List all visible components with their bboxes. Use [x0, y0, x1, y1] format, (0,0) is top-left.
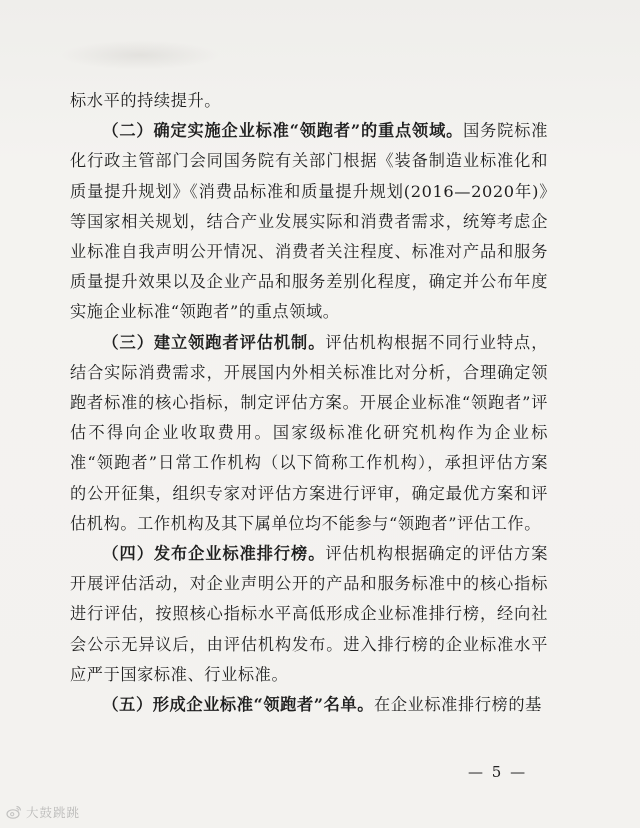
- weibo-logo-icon: [6, 804, 22, 820]
- scan-smudge: [60, 40, 220, 70]
- page-number: — 5 —: [468, 763, 528, 781]
- paragraph-2: [70, 116, 548, 327]
- paragraph-2-heading: （二）确定实施企业标准“领跑者”的重点领域。: [102, 121, 464, 141]
- paragraph-4-heading: （四）发布企业标准排行榜。: [102, 544, 326, 564]
- document-body: [70, 86, 548, 720]
- paragraph-1: [70, 86, 548, 116]
- paragraph-4: [70, 539, 548, 690]
- paragraph-4-text: 评估机构根据确定的评估方案开展评估活动，对企业声明公开的产品和服务标准中的核心指标进行评估，按照核心指标水平高低形成企业标准排行榜，经向社会公示无异议后，由评估机构发布。进入排行榜的企业标准水平应严于国家标准、行业标准。: [70, 544, 548, 684]
- watermark-text: 大鼓跳跳: [26, 805, 81, 820]
- paragraph-3-heading: （三）建立领跑者评估机制。: [102, 332, 326, 352]
- paragraph-5-heading: （五）形成企业标准“领跑者”名单。: [102, 695, 375, 715]
- paragraph-5-text: 在企业标准排行榜的基: [374, 695, 542, 715]
- paragraph-2-text: 国务院标准化行政主管部门会同国务院有关部门根据《装备制造业标准化和质量提升规划》《消费品标准和质量提升规划(2016—2020年)》等国家相关规划，结合产业发展实际和消费者需求，统筹考虑企业标准自我声明公开情况、消费者关注程度、标准对产品和服务质量提升效果以及企业产品和服务差别化程度，确定并公布年度实施企业标准“领跑者”的重点领域。: [70, 121, 548, 322]
- paragraph-3: [70, 328, 548, 539]
- paragraph-1-text: 标水平的持续提升。: [70, 91, 222, 110]
- paragraph-5: [70, 690, 548, 720]
- watermark: [6, 802, 80, 822]
- paragraph-3-text: 评估机构根据不同行业特点，结合实际消费需求，开展国内外相关标准比对分析，合理确定领跑者标准的核心指标，制定评估方案。开展企业标准“领跑者”评估不得向企业收取费用。国家级标准化研究机构作为企业标准“领跑者”日常工作机构（以下简称工作机构），承担评估方案的公开征集，组织专家对评估方案进行评审，确定最优方案和评估机构。工作机构及其下属单位均不能参与“领跑者”评估工作。: [70, 332, 548, 533]
